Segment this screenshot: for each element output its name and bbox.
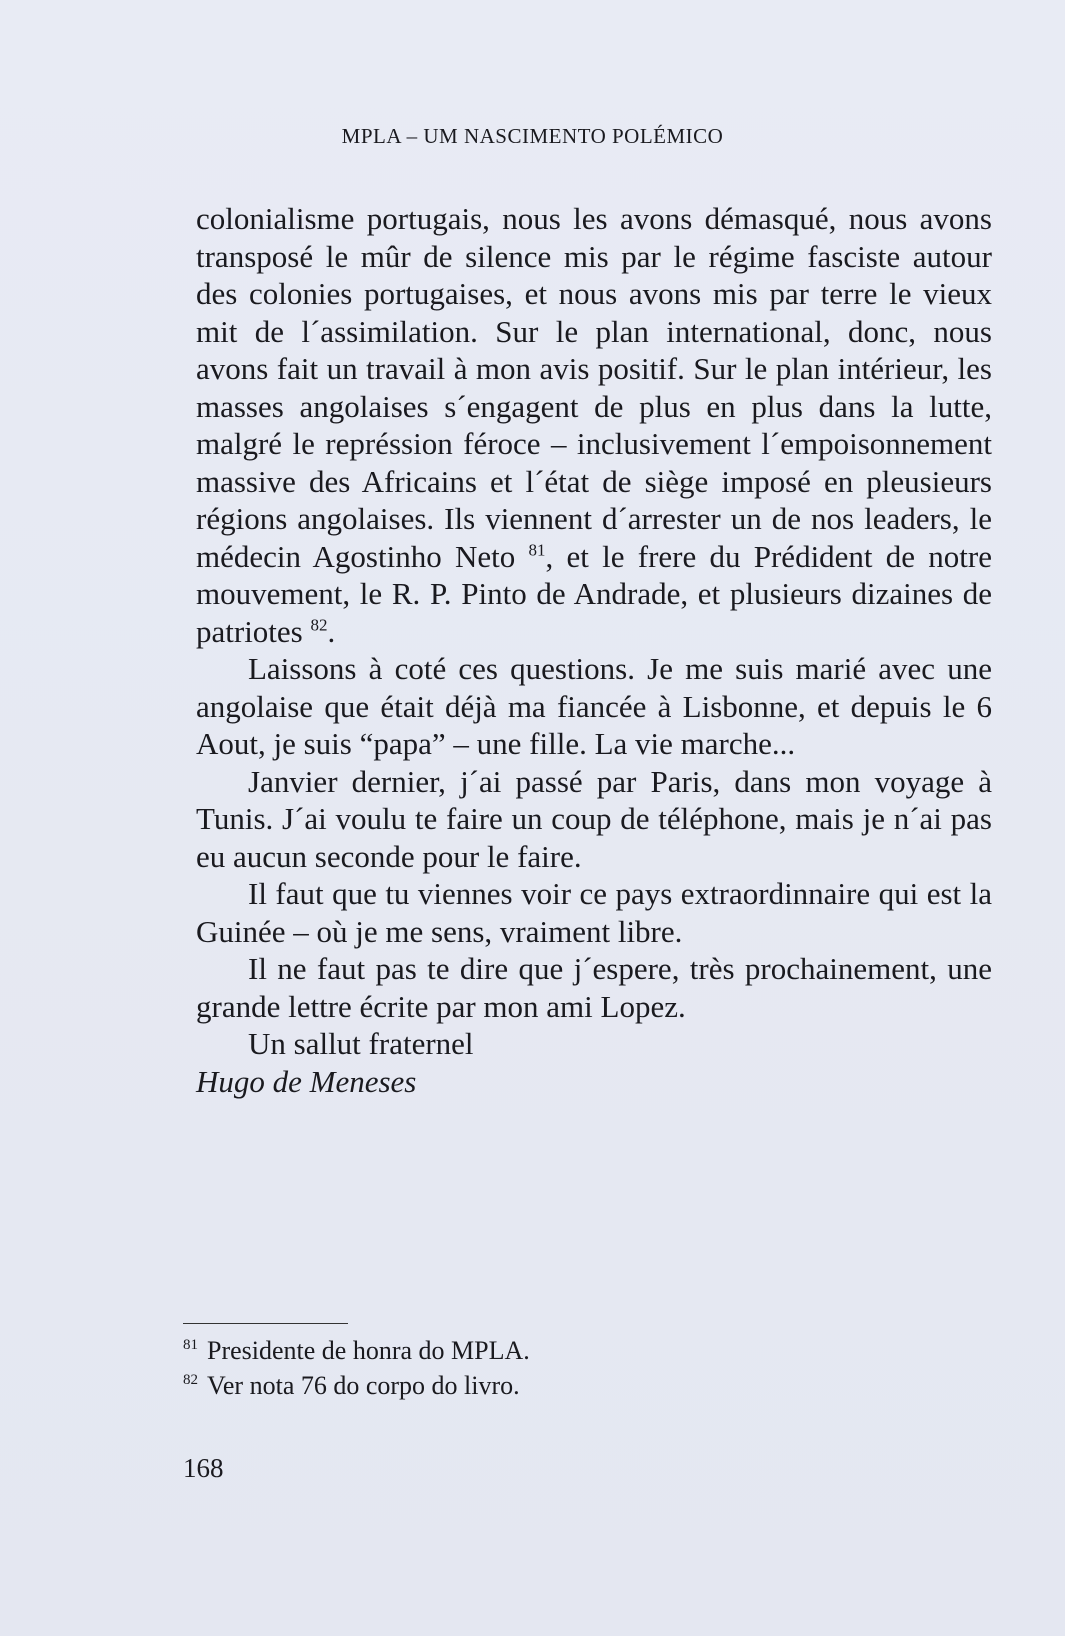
paragraph-4: Il faut que tu viennes voir ce pays extraordinnaire qui est la Guinée – où je me sens, vraiment libre.	[196, 876, 992, 949]
footnote-text: Presidente de honra do MPLA.	[207, 1336, 530, 1365]
running-header: MPLA – UM NASCIMENTO POLÉMICO	[341, 124, 724, 148]
footnote-number: 81	[183, 1337, 198, 1354]
footnote-81	[183, 1333, 983, 1368]
paragraph-5: Il ne faut pas te dire que j´espere, très prochainement, une grande lettre écrite par mon ami Lopez.	[196, 951, 992, 1024]
footnote-ref-81[interactable]: 81	[528, 540, 546, 560]
paragraph-1-part-1: colonialisme portugais, nous les avons démasqué, nous avons transposé le mûr de silence mis par le régime fasciste autour des colonies portugaises, et nous avons mis par terre le vieux mit de l´assimilation. Sur le plan international, donc, nous avons fait un travail à mon avis positif. Sur le plan intérieur, les masses angolaises s´engagent de plus en plus dans la lutte, malgré le représsion féroce – inclusivement l´empoisonnement massive des Africains et l´état de siège imposé en pleusieurs régions angolaises. Ils viennent d´arrester un de nos leaders, le médecin Agostinho Neto	[196, 201, 992, 574]
footnote-82	[183, 1368, 983, 1403]
footnote-text: Ver nota 76 do corpo do livro.	[207, 1371, 520, 1400]
letter-body	[196, 200, 992, 1100]
paragraph-2: Laissons à coté ces questions. Je me suis marié avec une angolaise que était déjà ma fiancée à Lisbonne, et depuis le 6 Aout, je suis “papa” – une fille. La vie marche...	[196, 651, 992, 761]
footnotes	[183, 1333, 983, 1403]
paragraph-1-part-3: .	[327, 613, 336, 649]
paragraph-1-part-2: , et le frere du Prédident de notre mouvement, le R. P. Pinto de Andrade, et plusieurs dizaines de patriotes	[196, 538, 993, 649]
footnote-number: 82	[183, 1372, 198, 1389]
signature: Hugo de Meneses	[196, 1063, 417, 1099]
paragraph-3: Janvier dernier, j´ai passé par Paris, dans mon voyage à Tunis. J´ai voulu te faire un coup de téléphone, mais je n´ai pas eu aucun seconde pour le faire.	[196, 763, 992, 874]
paragraph-1	[196, 200, 992, 650]
footnote-ref-82[interactable]: 82	[310, 615, 328, 635]
closing-salutation: Un sallut fraternel	[248, 1026, 474, 1061]
footnote-separator	[183, 1323, 348, 1324]
page-number: 168	[183, 1453, 224, 1483]
